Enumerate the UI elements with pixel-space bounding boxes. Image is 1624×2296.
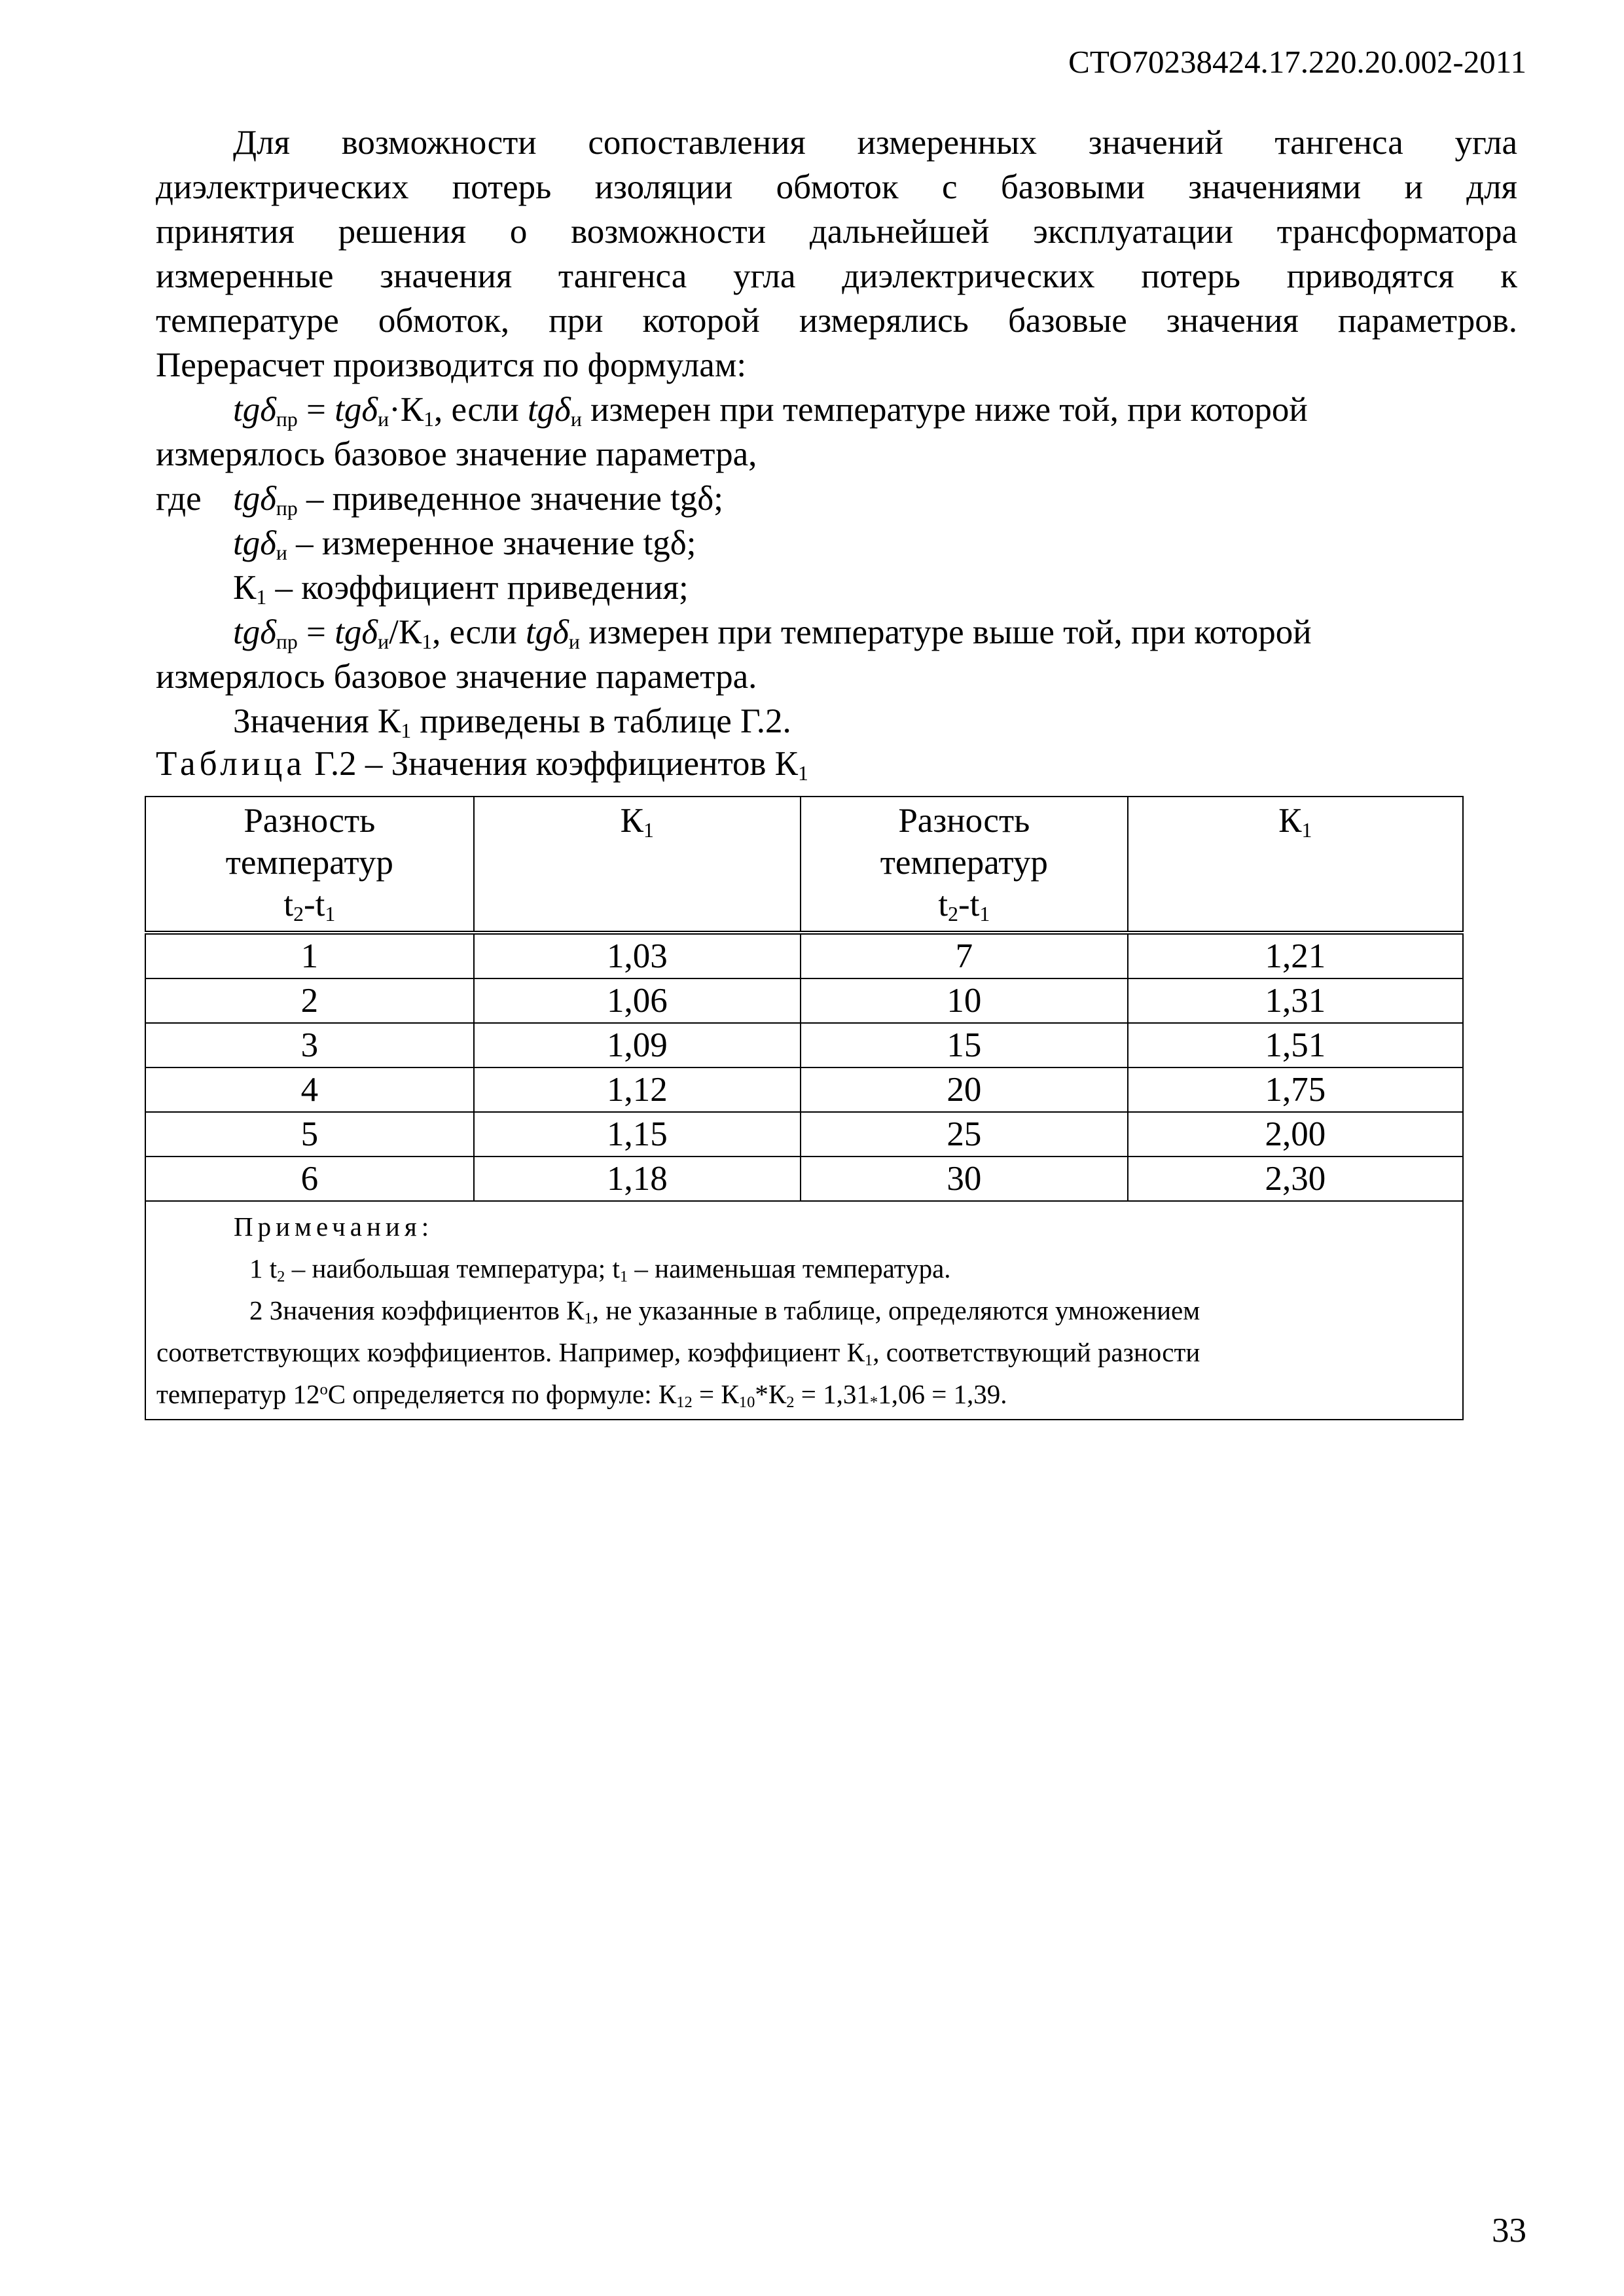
table-cell: 1,18 [474, 1157, 801, 1201]
subscript: и [570, 407, 582, 431]
tg-delta-symbol: tgδ [526, 613, 569, 651]
tg-delta-symbol: tgδ [233, 480, 276, 518]
definition-text: – измеренное значение tgδ; [287, 524, 696, 562]
table-cell: 1,12 [474, 1067, 801, 1112]
intro-line-4: измеренные значения тангенса угла диэлектрических потерь приводятся к [156, 257, 1517, 295]
table-cell: 10 [801, 978, 1128, 1023]
dash: - [303, 886, 316, 924]
note-text: температур 12 [156, 1379, 320, 1409]
header-line [150, 884, 469, 925]
header-temp-diff [801, 797, 1128, 933]
definition-3 [156, 565, 1517, 610]
table-cell: 1,21 [1128, 933, 1463, 978]
table-caption-prefix: Таблица [156, 745, 306, 783]
subscript: * [869, 1393, 878, 1412]
t-symbol: t [283, 886, 294, 924]
condition-text: измерен при температуре ниже той, при которой [581, 391, 1308, 429]
formula-2 [156, 610, 1517, 655]
definition-1 [156, 476, 1517, 521]
subscript: и [378, 630, 389, 653]
condition-text: измерен при температуре выше той, при которой [579, 613, 1312, 651]
header-line: температур [880, 844, 1048, 882]
table-notes-row [145, 1201, 1463, 1420]
table-cell: 2,00 [1128, 1112, 1463, 1157]
subscript: 1 [619, 1268, 628, 1286]
table-reference-text: приведены в таблице Г.2. [411, 702, 791, 740]
equals-sign: = [297, 613, 335, 651]
t-symbol: t [969, 886, 980, 924]
coefficients-table [145, 796, 1464, 1420]
condition-text: , если [434, 391, 528, 429]
note-text: С определяется по формуле: К [327, 1379, 677, 1409]
table-row [145, 1067, 1463, 1112]
table-reference-text: Значения К [233, 702, 401, 740]
subscript: пр [276, 496, 298, 520]
header-k1 [474, 797, 801, 933]
header-line: Разность [898, 802, 1030, 840]
note-text: , соответствующий разности [873, 1337, 1200, 1367]
multiply-sign: · [389, 391, 401, 429]
note-text: 1 t [249, 1253, 278, 1283]
subscript: и [378, 407, 389, 431]
tg-delta-symbol: tgδ [334, 613, 378, 651]
subscript: 2 [277, 1268, 285, 1286]
subscript: и [568, 630, 580, 653]
document-code: СТО70238424.17.220.20.002-2011 [1068, 44, 1526, 80]
subscript: 1 [864, 1352, 873, 1370]
header-line: Разность [244, 802, 376, 840]
tg-delta-symbol: tgδ [233, 613, 276, 651]
formula-1 [156, 387, 1517, 432]
note-2-line-2 [156, 1331, 1449, 1373]
subscript: пр [276, 407, 298, 431]
subscript: и [276, 541, 287, 564]
intro-line-5: температуре обмоток, при которой измерялись базовые значения параметров. [156, 302, 1517, 340]
table-row [145, 978, 1463, 1023]
table-cell: 1,75 [1128, 1067, 1463, 1112]
table-row [145, 1023, 1463, 1067]
table-cell: 1,31 [1128, 978, 1463, 1023]
subscript: 1 [401, 719, 412, 742]
header-line [805, 884, 1123, 925]
note-text: , не указанные в таблице, определяются умножением [592, 1295, 1200, 1325]
superscript: о [319, 1380, 328, 1399]
table-caption-text: Г.2 – Значения коэффициентов К [305, 745, 799, 783]
header-line: температур [225, 844, 393, 882]
definition-text: – приведенное значение tgδ; [297, 480, 724, 518]
subscript: 1 [325, 902, 336, 925]
subscript: 1 [979, 902, 990, 925]
formula-1-continuation: измерялось базовое значение параметра, [156, 435, 757, 473]
table-row [145, 1112, 1463, 1157]
k-symbol: К [1278, 802, 1302, 840]
table-cell: 1,51 [1128, 1023, 1463, 1067]
table-cell: 1 [145, 933, 474, 978]
table-cell: 7 [801, 933, 1128, 978]
dash: - [958, 886, 970, 924]
table-cell: 1,03 [474, 933, 801, 978]
k-symbol: К [233, 569, 257, 607]
note-1 [156, 1247, 1449, 1289]
note-text: = 1,31 [794, 1379, 870, 1409]
header-temp-diff [145, 797, 474, 933]
equals-sign: = [297, 391, 335, 429]
subscript: 1 [643, 818, 654, 842]
table-reference [156, 699, 1517, 744]
tg-delta-symbol: tgδ [527, 391, 571, 429]
definition-2 [156, 521, 1517, 565]
tg-delta-symbol: tgδ [233, 391, 276, 429]
page-number: 33 [1492, 2212, 1526, 2250]
table-cell: 2 [145, 978, 474, 1023]
note-text: соответствующих коэффициентов. Например, коэффициент К [156, 1337, 865, 1367]
subscript: 10 [738, 1393, 755, 1412]
subscript: 2 [786, 1393, 795, 1412]
table-cell: 3 [145, 1023, 474, 1067]
note-2-line-1 [156, 1289, 1449, 1331]
table-cell: 15 [801, 1023, 1128, 1067]
subscript: 1 [256, 585, 267, 609]
note-2-line-3 [156, 1373, 1449, 1415]
subscript: 1 [424, 407, 435, 431]
t-symbol: t [938, 886, 948, 924]
subscript: 1 [584, 1310, 592, 1328]
tg-delta-symbol: tgδ [334, 391, 378, 429]
table-header-row [145, 797, 1463, 933]
table-cell: 4 [145, 1067, 474, 1112]
subscript: 2 [948, 902, 958, 925]
subscript: 12 [676, 1393, 693, 1412]
notes-title: Примечания: [234, 1211, 434, 1242]
note-text: *К [755, 1379, 787, 1409]
note-text: – наименьшая температура. [628, 1253, 951, 1283]
table-cell: 25 [801, 1112, 1128, 1157]
table-cell: 30 [801, 1157, 1128, 1201]
definition-1-text [233, 476, 723, 521]
k-symbol: К [398, 613, 422, 651]
table-cell: 20 [801, 1067, 1128, 1112]
tg-delta-symbol: tgδ [233, 524, 276, 562]
k-symbol: К [400, 391, 424, 429]
header-k1 [1128, 797, 1463, 933]
divide-sign: / [389, 613, 399, 651]
table-cell: 1,09 [474, 1023, 801, 1067]
table-cell: 2,30 [1128, 1157, 1463, 1201]
table-row [145, 1157, 1463, 1201]
table-row [145, 933, 1463, 978]
t-symbol: t [315, 886, 325, 924]
note-text: = К [692, 1379, 739, 1409]
condition-text: , если [432, 613, 526, 651]
intro-line-2: диэлектрических потерь изоляции обмоток с базовыми значениями и для [156, 168, 1517, 206]
subscript: 1 [1301, 818, 1312, 842]
table-cell: 5 [145, 1112, 474, 1157]
subscript: пр [276, 630, 298, 653]
definition-text: – коэффициент приведения; [266, 569, 689, 607]
note-text: 1,06 = 1,39. [878, 1379, 1007, 1409]
table-cell: 6 [145, 1157, 474, 1201]
document-body [156, 120, 1517, 784]
table-caption [156, 744, 1517, 784]
formula-2-continuation: измерялось базовое значение параметра. [156, 658, 757, 696]
where-label: где [156, 480, 202, 518]
subscript: 2 [293, 902, 304, 925]
intro-line-3: принятия решения о возможности дальнейшей эксплуатации трансформатора [156, 213, 1517, 251]
k-symbol: К [620, 802, 644, 840]
table-cell: 1,06 [474, 978, 801, 1023]
note-text: 2 Значения коэффициентов К [249, 1295, 585, 1325]
table-notes [145, 1201, 1463, 1420]
intro-line-6: Перерасчет производится по формулам: [156, 346, 747, 384]
note-text: – наибольшая температура; t [285, 1253, 620, 1283]
subscript: 1 [422, 630, 433, 653]
table-cell: 1,15 [474, 1112, 801, 1157]
intro-line-1: Для возможности сопоставления измеренных значений тангенса угла [233, 124, 1517, 162]
subscript: 1 [798, 761, 808, 785]
